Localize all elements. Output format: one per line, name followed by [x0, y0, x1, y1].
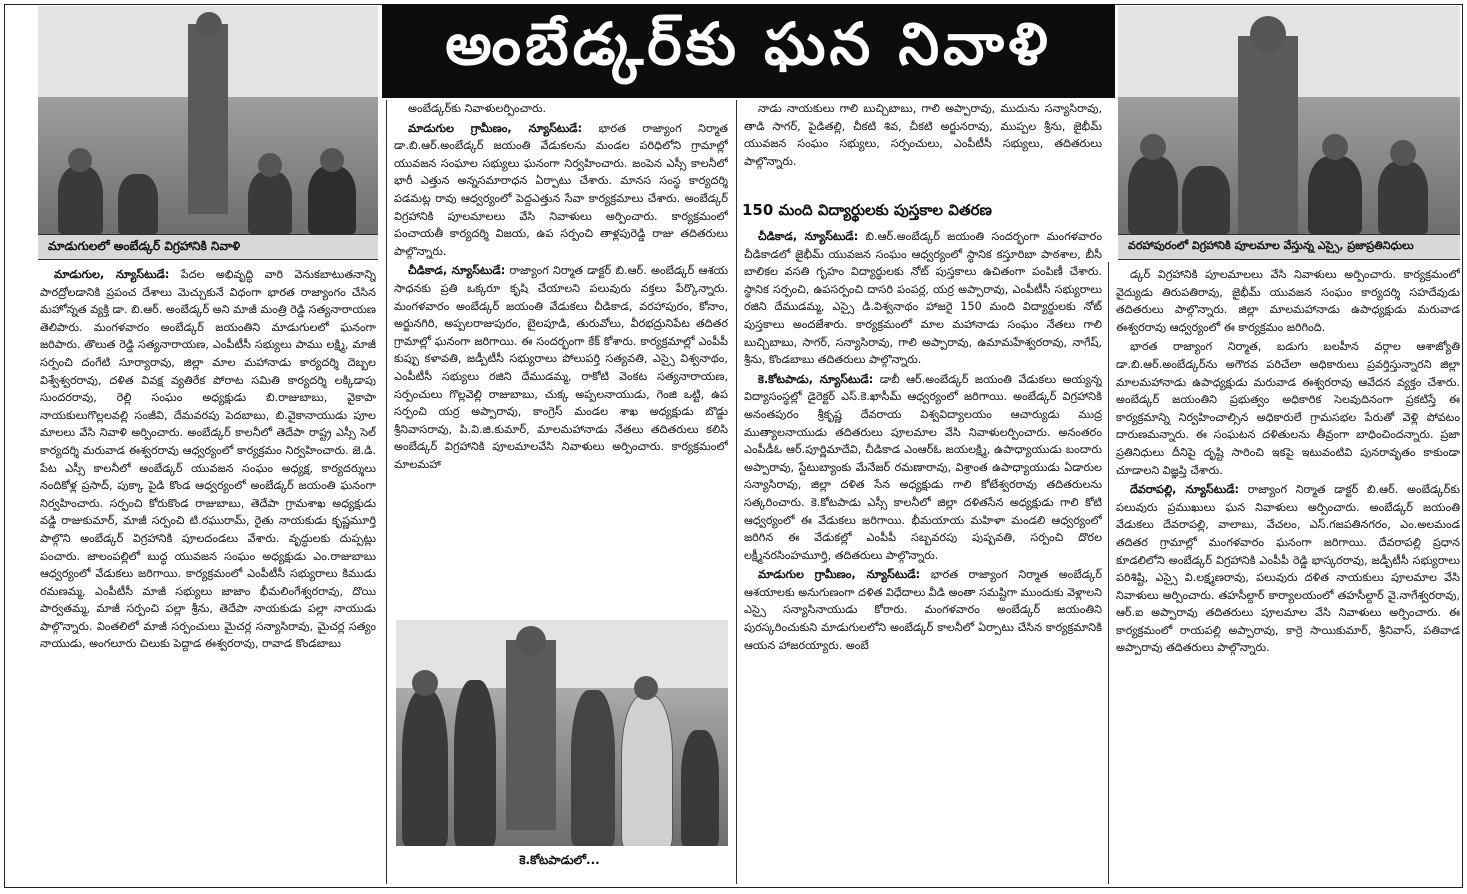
- subheading: 150 మంది విద్యార్థులకు పుస్తకాల వితరణ: [742, 201, 992, 219]
- caption-left-photo: మాడుగులలో అంబేడ్కర్ విగ్రహానికి నివాళి: [38, 234, 378, 260]
- caption-right-photo: వరహాపురంలో విగ్రహానికి పూలమాల వేస్తున్న ఎస్సై, ప్రజాప్రతినిధులు: [1118, 234, 1460, 260]
- column-4: డ్కర్ విగ్రహానికి పూలమాలలు వేసి నివాళులు అర్పించారు. కార్యక్రమంలో వైద్యుడు తిరుపతిరావు, జైభీమ్ యువజన సంఘం కార్యదర్శి సహదేవుడు తదితరులు పాల్గొన్నారు. జిల్లా మాలమహానాడు ఉపాధ్యక్షుడు మరువాడ ఈశ్వరరావు ఆధ్వర్యంలో ఈ కార్యక్రమం జరిగింది. భారత రాజ్యాంగ నిర్మాత, బడుగు బలహీన వర్గాల ఆశాజ్యోతి డా.బి.ఆర్.అంబేడ్కర్‌ను అగౌరవ పరిచేలా అధికారులు ప్రవర్తిస్తున్నారని జిల్లా మాలమహానాడు ఉపాధ్యక్షుడు మరువాడ ఈశ్వరరావు ఆవేదన వ్యక్తం చేశారు. అంబేడ్కర్ జయంతిని ప్రభుత్వం అధికారిక సెలవుదినంగా ప్రకటిస్తే ఈ కార్యక్రమాన్ని నిర్వహించాల్సిన అధికారులే గ్రామసభల పేరుతో వెళ్లి పోవటం దారుణమన్నారు. ఈ సంఘటన దళితులను తీవ్రంగా బాధించిందన్నారు. ప్రజా ప్రతినిధులు దీనిపై దృష్టి సారించి ఇకపై ఇటువంటివి పునరావృతం కాకుండా చూడాలని విజ్ఞప్తి చేశారు. దేవరాపల్లి, న్యూస్‌టుడే: రాజ్యాంగ నిర్మాత డాక్టర్ బి.ఆర్. అంబేడ్కర్‌కు పలువురు ప్రముఖులు ఘన నివాళులు అర్పించారు. అంబేడ్కర్ జయంతి వేడుకలు దేవరాపల్లి, వాలాబు, వేచలం, ఎస్.గజపతినగరం, ఎం.అలమండ తదితర గ్రామాల్లో మంగళవారం ఘనంగా జరిగాయి. దేవరాపల్లి ప్రధాన కూడలిలోని అంబేడ్కర్ విగ్రహానికి ఎంపీపీ రెడ్డి భాస్కరరావు, జడ్పీటీసీ సభ్యురాలు పరిశిష్టి, ఎస్సై వి.లక్ష్మణరావు, పలువురు దళిత నాయకులు పూలమాల వేసి నివాళులు అర్పించారు. తహసీల్దార్ కార్యాలయంలో తహసీల్దార్ వై.నాగేశ్వరరావు, ఆర్.ఐ అప్పారావు తదితరులు పూలమాల వేసి నివాళులు అర్పించారు. ఈ కార్యక్రమంలో రాయపల్లి అప్పారావు, కార్రె సాయికుమార్, శ్రీనివాస్, పతివాడ అప్పారావు తదితరులు పాల్గొన్నారు.: [1116, 268, 1460, 655]
- statue-head: [196, 12, 222, 38]
- photo-madugula: [38, 6, 378, 234]
- photo-kotapadu: [396, 620, 728, 846]
- column-2: అంబేడ్కర్‌కు నివాళులర్పించారు. మాడుగుల గ్రామీణం, న్యూస్‌టుడే: భారత రాజ్యాంగ నిర్మాత డా.బి.ఆర్.అంబేడ్కర్ జయంతి వేడుకలను మండల పరిధిలోని గ్రామాల్లో యువజన సంఘాల సభ్యులు ఘనంగా నిర్వహించారు. జంపెన ఎస్సీ కాలనీలో భారీ ఎత్తున అన్నసమారాధన ఏర్పాటు చేశారు. మానస సంస్థ కార్యదర్శి పడమట్ల రావు ఆధ్వర్యంలో పెద్దఎత్తున సేవా కార్యక్రమాలు చేశారు. అంబేడ్కర్ విగ్రహానికి పూలమాలలు వేసి నివాళులు అర్పించారు. కార్యక్రమంలో పంచాయతీ కార్యదర్శి విజయ, ఉప సర్పంచి తాళ్లపురెడ్డి రాజు తదితరులు పాల్గొన్నారు. చీడికాడ, న్యూస్‌టుడే: రాజ్యాంగ నిర్మాత డాక్టర్ బి.ఆర్. అంబేడ్కర్ ఆశయ సాధనకు ప్రతి ఒక్కరూ కృషి చేయాలని పలువురు వక్తలు పేర్కొన్నారు. మంగళవారం అంబేడ్కర్ జయంతి వేడుకలు చీడికాడ, వరహాపురం, కోనాం, అర్జునగిరి, అప్పలరాజుపురం, బైలపూడి, తురువోలు, వీరభద్రునిపేట తదితర గ్రామాల్లో ఘనంగా జరిగాయి. ఈ సందర్భంగా కేక్ కోశారు. కార్యక్రమాల్లో ఎంపీపీ కుప్పు కళావతి, జడ్పీటీసీ సభ్యురాలు పోలుపర్తి సత్యవతి, ఎస్సై విశ్వనాథం, ఎంపీటీసీ సభ్యులు రజిని దేముడమ్మ, రాకోటి వెంకట సత్యనారాయణ, సర్పంచులు గొల్లవెల్లి రాజుబాబు, చుక్క అప్పలనాయుడు, గెంజి ఒట్టి, ఉప సర్పంచి యర్ర అప్పారావు, కాంగ్రెస్ మండల శాఖ అధ్యక్షుడు బొడ్డు శ్రీనివాసరావు, పి.వి.జి.కుమార్, మాలమహానాడు నేతలు తదితరులు కలిసి అంబేడ్కర్ విగ్రహానికి పూలమాలవేసి నివాళులు అర్పించారు. కార్యక్రమంలో మాలమహా: [394, 102, 728, 471]
- column-divider: [386, 100, 387, 884]
- statue-head: [516, 626, 546, 656]
- column-3-top: నాడు నాయకులు గాలి బుచ్చిబాబు, గాలి అప్పారావు, ముదును సన్యాసిరావు, తాడి సాగర్, పైడితల్లి, చీకటి శివ, చీకటి అర్జునరావు, ముప్పల శ్రీను, జైభీమ్ యువజన సంఘం సభ్యులు, సర్పంచులు, ఎంపీటీసీ సభ్యులు, తదితరులు పాల్గొన్నారు.: [744, 102, 1102, 168]
- headline: అంబేడ్కర్‌కు ఘన నివాళి: [382, 4, 1115, 98]
- column-divider: [736, 100, 737, 884]
- column-divider: [1108, 262, 1109, 884]
- photo-varahapuram: [1118, 6, 1460, 234]
- statue-figure: [1238, 36, 1298, 234]
- statue-head: [1250, 16, 1286, 52]
- statue-figure: [188, 24, 228, 214]
- caption-middle-photo: కె.కోటపాడులో...: [519, 852, 600, 867]
- column-1: మాడుగుల, న్యూస్‌టుడే: పేదల అభివృద్ధి వారి వెనుకబాటుతనాన్ని పారద్రోలడానికి ప్రపంచ దేశాలు మెచ్చుకునే విధంగా భారత రాజ్యాంగం చేసిన మహోన్నత వ్యక్తి డా. బి.ఆర్. అంబేడ్కర్ అని మాజీ మంత్రి రెడ్డి సత్యనారాయణ తెలిపారు. మంగళవారం అంబేడ్కర్ జయంతిని మాడుగులలో ఘనంగా జరిపారు. తొలుత రెడ్డి సత్యనారాయణ, ఎంపీటీసీ సభ్యులు పాము లక్ష్మి, మాజీ సర్పంచి దంగేటి సూర్యారావు, జిల్లా మాల మహానాడు కార్యదర్శి దెబ్బల విశ్వేశ్వరరావు, దళిత వివక్ష వ్యతిరేక పోరాట సమితి కార్యదర్శి లక్కిడాపు సుందరరావు, రెల్లి సంఘం అధ్యక్షుడు బి.రాజుబాబు, వైకాపా నాయకులుగొల్లలవల్లి సంజీవి, దేమవరపు పెదబాబు, బి.వైకానాయుడు పూల మాలలు వేసి నివాళి అర్పించారు. అంబేడ్కర్ కాలనీలో తెదేపా రాష్ట్ర ఎస్సీ సెల్ కార్యదర్శి మరువాడ ఈశ్వరరావు ఆధ్వర్యంలో కార్యక్రమం నిర్వహించారు. జె.డి. పేట ఎస్సీ కాలనీలో అంబేడ్కర్ యువజన సంఘం అధ్యక్ష, కార్యదర్శులు నందికోళ్ల ప్రసాద్, పుక్కా పైడి కొండ ఆధ్వర్యంలో అంబేడ్కర్ జయంతి ఘనంగా నిర్వహించారు. సర్పంచి కోరుకొండ రాజుబాబు, తెదేపా గ్రామశాఖ అధ్యక్షుడు వడ్డి రాజుకుమార్, మాజీ సర్పంచి టి.రఘురామ్, రైతు నాయకుడు కృష్ణమూర్తి పాల్గొని అంబేడ్కర్ విగ్రహానికి పూలదండలు వేశారు. వృద్ధులకు దుప్పట్లు పంచారు. జాలంపల్లిలో బుద్ధ యువజన సంఘం అధ్యక్షుడు ఎం.రాజుబాబు ఆధ్వర్యంలో వేడుకలు జరిగాయి. కార్యక్రమంలో ఎంపీటీసీ సభ్యురాలు కిముడు రమణమ్మ, ఎంపీటీసీ మాజీ సభ్యులు జాజాం భీమలింగేశ్వరరావు, దొయి పార్వతమ్మ, మాజీ సర్పంచి పల్లా శ్రీను, తెదేపా నాయకుడు పల్లా నాయుడు పాల్గొన్నారు. వింతలిలో మాజీ సర్పంచులు మైచర్ల సన్యాసిరావు, మైచర్ల సత్యం నాయుడు, అంగలూరు చిలుకు పెద్దాడ ఈశ్వరరావు, రావాడ కొండబాబు: [40, 268, 376, 651]
- statue-figure: [506, 640, 556, 830]
- column-3: చీడికాడ, న్యూస్‌టుడే: బి.ఆర్.అంబేడ్కర్ జయంతి సందర్భంగా మంగళవారం చీడికాడలో జైభీమ్ యువజన సంఘం ఆధ్వర్యంలో స్థానిక కస్తూరిబా పాఠశాల, బీసీ బాలికల వసతి గృహం విద్యార్థులకు నోట్ పుస్తకాలు ఉచితంగా పంపిణీ చేశారు. స్థానిక సర్పంచి, ఉపసర్పంచి దాసరి పంపర్ల, యర్ర అప్పారావు, ఎంపీటీసీ సభ్యురాలు రజిని దేముడమ్మ, ఎస్సై డి.విశ్వనాథం హాజరై 150 మంది విద్యార్థులకు నోట్ పుస్తకాలు అందజేశారు. కార్యక్రమంలో మాల మహానాడు సంఘం నేతలు గాలి బుచ్చిబాబు, సాగర్, సన్యాసిరావు, గాలి అప్పారావు, ఉమామహేశ్వరరావు, నాగేష్, శ్రీను, కొండబాబు తదితరులు పాల్గొన్నారు. కె.కోటపాడు, న్యూస్‌టుడే: డాబీ ఆర్.అంబేడ్కర్ జయంతి వేడుకలు అయ్యన్న విద్యాసంస్థల్లో డైరెక్టర్ ఎస్.కె.ఖాసీమ్ ఆధ్వర్యంలో జరిగాయి. అంబేడ్కర్ విగ్రహానికి అనంతపురం శ్రీకృష్ణ దేవరాయ విశ్వవిద్యాలయం ఆచార్యుడు ముద్ర ముత్యాలనాయుడు తదితరులు పూలమాల వేసి నివాళులర్పించారు. అనంతరం ఎంపీడీఓ ఆర్.పూర్ణిమాదేవి, చీడికాడ ఎంఆర్ఓ జయలక్ష్మి, ఉపాధ్యాయుడు బందారు అప్పారావు, స్టేటుబ్యాంకు మేనేజర్ రమణారావు, విశ్రాంత ఉపాధ్యాయుడు ఏడారుల సన్యాసిరావు, జిల్లా దళిత సేన అధ్యక్షుడు గాలి కోటేశ్వరరావు తదితరులను సత్కరించారు. కె.కోటపాడు ఎస్సీ కాలనీలో జిల్లా దళితసేన అధ్యక్షుడు గాలి కోటి ఆధ్వర్యంలో ఈ వేడుకలు జరిగాయి. భీమయాయ మహిళా మండలి ఆధ్వర్యంలో జరిగిన ఈ వేడుకల్లో ఎంపీపీ సబ్బవరపు పుష్పవతి, సర్పంచి దొరల లక్ష్మీనరసింహమూర్తి, తదితరులు పాల్గొన్నారు. మాడుగుల గ్రామీణం, న్యూస్‌టుడే: భారత రాజ్యాంగ నిర్మాత అంబేడ్కర్ ఆశయాలకు అనుగుణంగా దళిత విధేదాలు వీడి అంతా సమష్టిగా ముందుకు వెళ్లాలని ఎస్సై సన్యాసినాయుడు కోరారు. మంగళవారం అంబేడ్కర్ జయంతిని పురస్కరించుకుని మాడుగులలోని అంబేడ్కర్ కాలనీలో ఏర్పాటు చేసిన కార్యక్రమానికి ఆయన హాజరయ్యారు. అంబే: [744, 230, 1102, 652]
